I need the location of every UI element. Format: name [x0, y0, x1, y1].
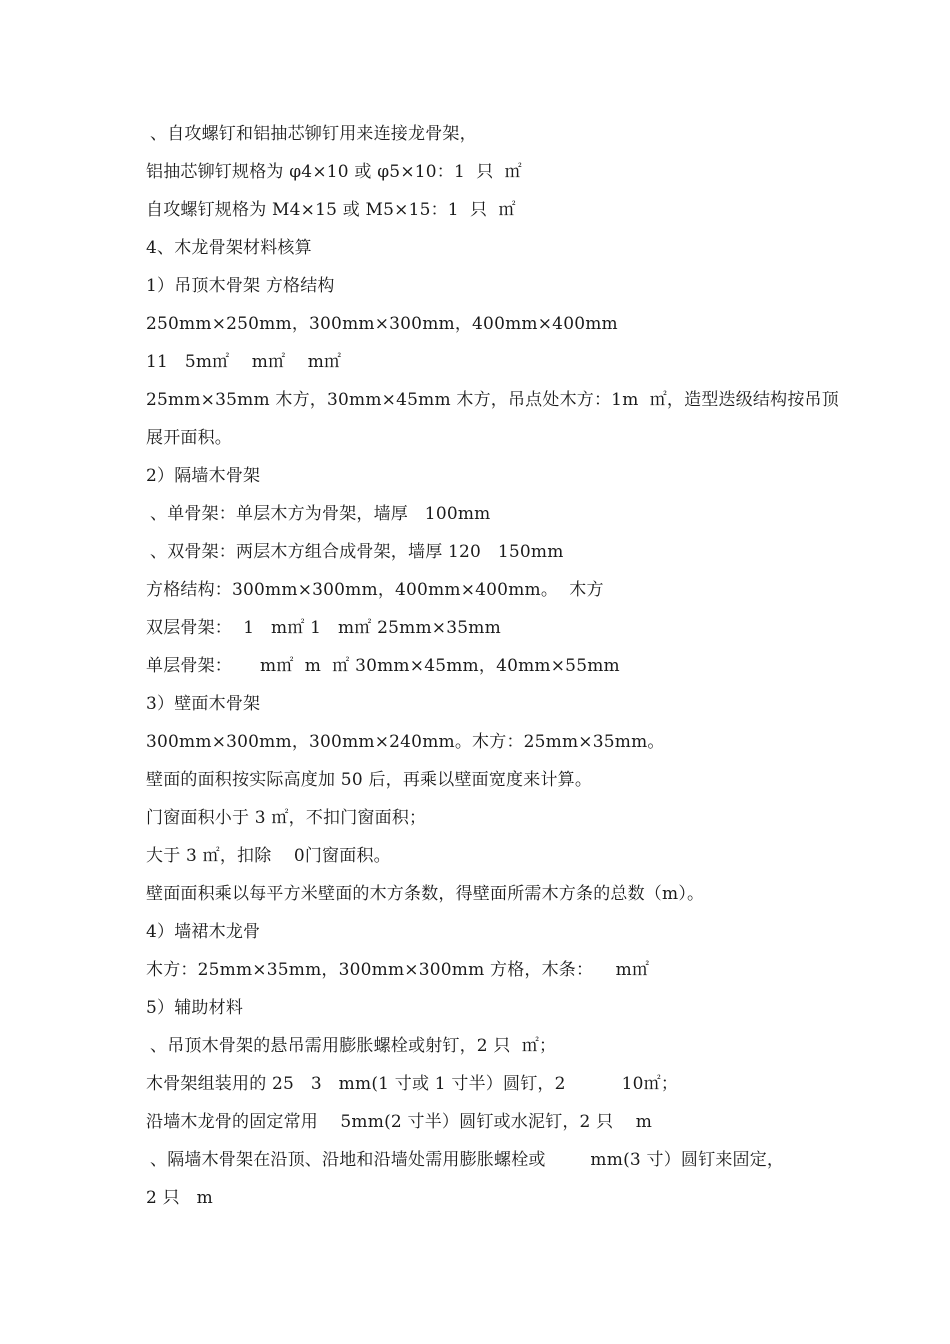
- subsection-heading: 5）辅助材料: [146, 998, 244, 1018]
- text-line: 25mm×35mm 木方，30mm×45mm 木方，吊点处木方：1m ㎡，造型迭级结构按吊顶: [146, 390, 839, 410]
- text-line: 、隔墙木骨架在沿顶、沿地和沿墙处需用膨胀螺栓或 mm(3 寸）圆钉来固定，: [150, 1150, 785, 1170]
- subsection-heading: 1）吊顶木骨架 方格结构: [146, 276, 335, 296]
- text-line: 展开面积。: [146, 428, 232, 448]
- subsection-heading: 2）隔墙木骨架: [146, 466, 261, 486]
- subsection-heading: 3）壁面木骨架: [146, 694, 261, 714]
- text-line: 门窗面积小于 3 ㎡，不扣门窗面积；: [146, 808, 427, 828]
- section-heading: 4、木龙骨架材料核算: [146, 238, 312, 258]
- text-line: 方格结构：300mm×300mm，400mm×400mm。 木方: [146, 580, 604, 600]
- text-line: 壁面的面积按实际高度加 50 后，再乘以壁面宽度来计算。: [146, 770, 593, 790]
- text-line: 双层骨架： 1 m㎡ 1 m㎡ 25mm×35mm: [146, 618, 501, 638]
- text-line: 2 只 m: [146, 1188, 213, 1208]
- text-line: 自攻螺钉规格为 M4×15 或 M5×15：1 只 ㎡: [146, 200, 516, 220]
- text-line: 、吊顶木骨架的悬吊需用膨胀螺栓或射钉，2 只 ㎡；: [150, 1036, 557, 1056]
- text-line: 、单骨架：单层木方为骨架，墙厚 100mm: [150, 504, 491, 524]
- text-line: 单层骨架： m㎡ m ㎡ 30mm×45mm，40mm×55mm: [146, 656, 620, 676]
- text-line: 木方：25mm×35mm，300mm×300mm 方格，木条： m㎡: [146, 960, 650, 980]
- text-line: 250mm×250mm，300mm×300mm，400mm×400mm: [146, 314, 618, 334]
- text-line: 大于 3 ㎡，扣除 0门窗面积。: [146, 846, 391, 866]
- text-line: 沿墙木龙骨的固定常用 5mm(2 寸半）圆钉或水泥钉，2 只 m: [146, 1112, 653, 1132]
- text-line: 、双骨架：两层木方组合成骨架，墙厚 120 150mm: [150, 542, 564, 562]
- text-line: 壁面面积乘以每平方米壁面的木方条数，得壁面所需木方条的总数（m）。: [146, 884, 705, 904]
- text-line: 300mm×300mm，300mm×240mm。木方：25mm×35mm。: [146, 732, 665, 752]
- text-line: 木骨架组装用的 25 3 mm(1 寸或 1 寸半）圆钉，2 10㎡；: [146, 1074, 679, 1094]
- text-line: 、自攻螺钉和铝抽芯铆钉用来连接龙骨架，: [150, 124, 477, 144]
- text-line: 铝抽芯铆钉规格为 φ4×10 或 φ5×10：1 只 ㎡: [146, 162, 522, 182]
- text-line: 11 5m㎡ m㎡ m㎡: [146, 352, 342, 372]
- subsection-heading: 4）墙裙木龙骨: [146, 922, 261, 942]
